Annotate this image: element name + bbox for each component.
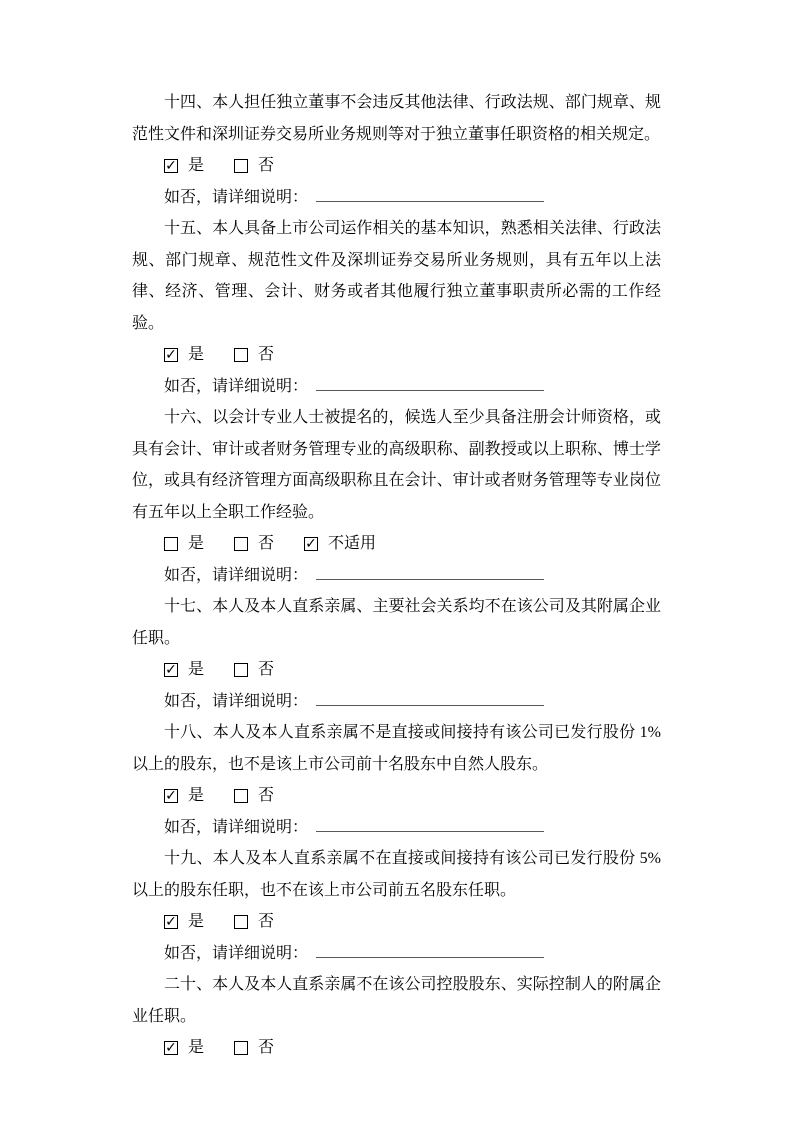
explain-label: 如否，请详细说明：: [164, 818, 309, 836]
checkbox-checked-icon[interactable]: ✓: [165, 913, 177, 930]
checkbox-label: 否: [258, 156, 275, 174]
checkbox-option[interactable]: [304, 536, 376, 552]
declaration-item: [132, 969, 661, 1064]
explain-label: 如否，请详细说明：: [164, 944, 309, 962]
item-statement: 十五、本人具备上市公司运作相关的基本知识，熟悉相关法律、行政法规、部门规章、规范性文件及深圳证券交易所业务规则，具有五年以上法律、经济、管理、会计、财务或者其他履行独立董事职责所必需的工作经验。: [132, 220, 661, 332]
explain-row: [132, 560, 661, 592]
explain-label: 如否，请详细说明：: [164, 188, 309, 206]
checkbox-unchecked-icon[interactable]: [234, 1041, 248, 1055]
explain-blank-line[interactable]: [316, 687, 544, 706]
explain-label: 如否，请详细说明：: [164, 692, 309, 710]
checkbox-unchecked-icon[interactable]: [234, 348, 248, 362]
declaration-items: [132, 87, 661, 1064]
item-options-row: [132, 780, 661, 812]
checkbox-option[interactable]: [234, 1040, 274, 1056]
declaration-item: [132, 591, 661, 717]
checkbox-unchecked-icon[interactable]: [234, 537, 248, 551]
declaration-item: [132, 717, 661, 843]
checkbox-label: 否: [258, 912, 275, 930]
checkbox-label: 是: [188, 912, 205, 930]
checkbox-label: 否: [258, 660, 275, 678]
checkbox-checked-icon[interactable]: ✓: [165, 157, 177, 174]
checkbox-unchecked-icon[interactable]: [234, 159, 248, 173]
explain-blank-line[interactable]: [316, 372, 544, 391]
item-options-row: [132, 1032, 661, 1064]
checkbox-option[interactable]: [234, 536, 274, 552]
checkbox-option[interactable]: [234, 158, 274, 174]
checkbox-checked-icon[interactable]: ✓: [165, 346, 177, 363]
explain-blank-line[interactable]: [316, 939, 544, 958]
explain-blank-line[interactable]: [316, 561, 544, 580]
explain-row: [132, 686, 661, 718]
checkbox-unchecked-icon[interactable]: [164, 537, 178, 551]
item-statement: 十四、本人担任独立董事不会违反其他法律、行政法规、部门规章、规范性文件和深圳证券交易所业务规则等对于独立董事任职资格的相关规定。: [132, 94, 661, 143]
explain-row: [132, 371, 661, 403]
item-options-row: [132, 654, 661, 686]
explain-row: [132, 938, 661, 970]
checkbox-option[interactable]: [164, 347, 204, 363]
checkbox-label: 否: [258, 1038, 275, 1056]
item-options-row: [132, 528, 661, 560]
checkbox-label: 是: [188, 534, 205, 552]
explain-row: [132, 812, 661, 844]
declaration-item: [132, 213, 661, 402]
checkbox-label: 是: [188, 786, 205, 804]
checkbox-label: 不适用: [328, 534, 377, 552]
checkbox-label: 是: [188, 156, 205, 174]
checkbox-checked-icon[interactable]: ✓: [305, 535, 317, 552]
explain-blank-line[interactable]: [316, 813, 544, 832]
explain-row: [132, 182, 661, 214]
checkbox-label: 是: [188, 660, 205, 678]
checkbox-option[interactable]: [164, 914, 204, 930]
checkbox-option[interactable]: [164, 536, 204, 552]
item-options-row: [132, 150, 661, 182]
declaration-item: [132, 843, 661, 969]
declaration-item: [132, 87, 661, 213]
checkbox-label: 否: [258, 534, 275, 552]
checkbox-option[interactable]: [164, 158, 204, 174]
checkbox-checked-icon[interactable]: ✓: [165, 661, 177, 678]
item-statement: 十九、本人及本人直系亲属不在直接或间接持有该公司已发行股份 5%以上的股东任职，也不在该上市公司前五名股东任职。: [132, 850, 661, 899]
checkbox-option[interactable]: [234, 347, 274, 363]
item-statement: 十八、本人及本人直系亲属不是直接或间接持有该公司已发行股份 1%以上的股东，也不是该上市公司前十名股东中自然人股东。: [132, 724, 661, 773]
item-statement: 十六、以会计专业人士被提名的，候选人至少具备注册会计师资格，或具有会计、审计或者财务管理专业的高级职称、副教授或以上职称、博士学位，或具有经济管理方面高级职称且在会计、审计或者财务管理等专业岗位有五年以上全职工作经验。: [132, 409, 661, 521]
checkbox-option[interactable]: [164, 1040, 204, 1056]
checkbox-checked-icon[interactable]: ✓: [165, 787, 177, 804]
item-statement: 十七、本人及本人直系亲属、主要社会关系均不在该公司及其附属企业任职。: [132, 598, 661, 647]
explain-label: 如否，请详细说明：: [164, 377, 309, 395]
checkbox-unchecked-icon[interactable]: [234, 663, 248, 677]
checkbox-label: 是: [188, 345, 205, 363]
explain-label: 如否，请详细说明：: [164, 566, 309, 584]
checkbox-option[interactable]: [164, 788, 204, 804]
checkbox-option[interactable]: [234, 914, 274, 930]
checkbox-label: 是: [188, 1038, 205, 1056]
checkbox-label: 否: [258, 786, 275, 804]
item-statement: 二十、本人及本人直系亲属不在该公司控股股东、实际控制人的附属企业任职。: [132, 976, 661, 1025]
checkbox-option[interactable]: [234, 788, 274, 804]
declaration-item: [132, 402, 661, 591]
checkbox-label: 否: [258, 345, 275, 363]
item-options-row: [132, 339, 661, 371]
checkbox-checked-icon[interactable]: ✓: [165, 1039, 177, 1056]
checkbox-unchecked-icon[interactable]: [234, 789, 248, 803]
checkbox-option[interactable]: [164, 662, 204, 678]
checkbox-unchecked-icon[interactable]: [234, 915, 248, 929]
explain-blank-line[interactable]: [316, 183, 544, 202]
checkbox-option[interactable]: [234, 662, 274, 678]
item-options-row: [132, 906, 661, 938]
